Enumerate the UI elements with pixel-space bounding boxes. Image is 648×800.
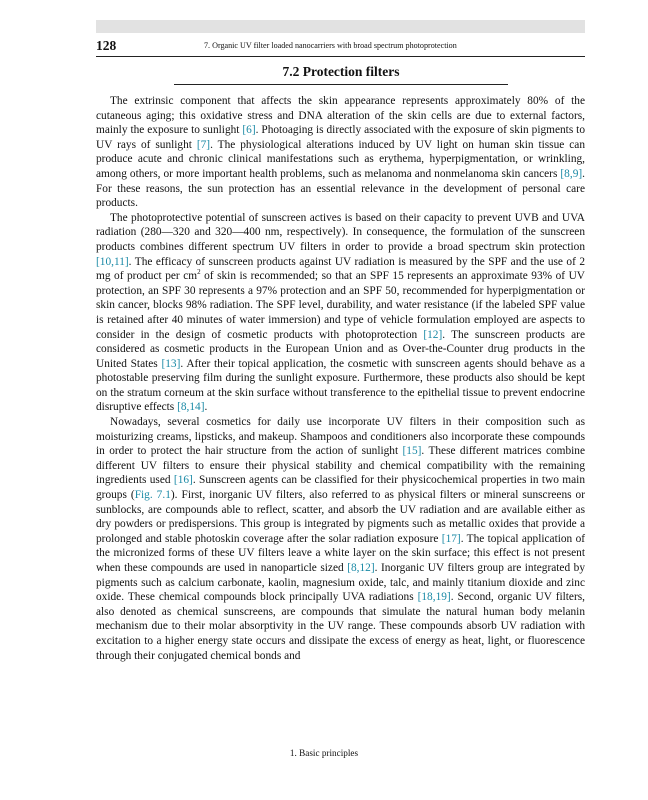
superscript: 2 bbox=[197, 268, 201, 277]
header-band bbox=[96, 20, 585, 33]
header-rule bbox=[96, 56, 585, 57]
text-run: . The sunscreen products are considered as cosmetic products in the European Union and as Over-the-Counter drug products in the United States bbox=[96, 328, 585, 370]
citation-link[interactable]: [10,11] bbox=[96, 255, 129, 268]
citation-link[interactable]: [17] bbox=[441, 532, 461, 545]
text-run: Nowadays, several cosmetics for daily use incorporate UV filters in their composition such as moisturizing creams, lipsticks, and makeup. Shampoos and conditioners also incorporate these compounds in order to protect the hair structure from the action of sunlight bbox=[96, 416, 585, 458]
text-run: . The physiological alterations induced by UV light on human skin tissue can produce acute and chronic clinical manifestations such as erythema, hyperpigmentation, or wrinkling, among others, or more important health problems, such as melanoma and nonmelanoma skin cancers bbox=[96, 138, 585, 180]
text-run: . Sunscreen agents can be classified for their physicochemical properties in two main groups ( bbox=[96, 474, 585, 502]
citation-link[interactable]: [13] bbox=[161, 357, 181, 370]
citation-link[interactable]: [8,12] bbox=[347, 562, 375, 574]
paragraph bbox=[96, 211, 585, 415]
citation-link[interactable]: [8,14] bbox=[177, 401, 205, 414]
text-run: . Second, organic UV filters, also denoted as chemical sunscreens, are compounds that simulate the natural human body melanin mechanism due to their molar absorptivity in the UV range. These compounds absorb UV radiation with excitation to a higher energy state occurs and dissipate the excess of energy as heat, light, or fluorescence through their conjugated chemical bonds and bbox=[96, 591, 585, 662]
body-text bbox=[96, 94, 585, 663]
citation-link[interactable]: [8,9] bbox=[560, 167, 583, 180]
section-title: 7.2 Protection filters bbox=[282, 64, 400, 79]
text-run: . The efficacy of sunscreen products against UV radiation is measured by the SPF and the use of 2 mg of product per cm bbox=[96, 255, 585, 283]
text-run: ). First, inorganic UV filters, also referred to as physical filters or mineral sunscreens or sunblocks, are compounds able to reflect, scatter, and absorb the UV radiation and are available either as dry powders or predispersions. This group is integrated by pigments such as metallic oxides that provide a prolonged and stable photoskin coverage after the solar radiation exposure bbox=[96, 489, 586, 545]
citation-link[interactable]: Fig. 7.1 bbox=[134, 489, 171, 502]
text-run: The photoprotective potential of sunscreen actives is based on their capacity to prevent UVB and UVA radiation (280—320 and 320—400 nm, respectively). In consequence, the formulation of the sunscreen products combines different spectrum UV filters in order to provide a broad spectrum skin protection bbox=[96, 211, 585, 253]
text-run: . After their topical application, the cosmetic with sunscreen agents should behave as a photostable preserving film during the sunlight exposure. Furthermore, these products also should be kept on the stratum corneum at the skin surface without transference to the epithelial tissue to prevent endocrine disruptive effects bbox=[96, 357, 585, 414]
text-run: . Inorganic UV filters group are integrated by pigments such as calcium carbonate, kaolin, magnesium oxide, talc, and mainly titanium dioxide and zinc oxide. These chemical compounds block principally UVA radiations bbox=[96, 562, 585, 604]
text-run: . These different matrices combine different UV filters to ensure their physical stability and chemical compatibility with the remaining ingredients used bbox=[96, 445, 586, 487]
citation-link[interactable]: [15] bbox=[402, 445, 422, 458]
page-header bbox=[96, 38, 585, 54]
text-run: . bbox=[204, 401, 208, 414]
citation-link[interactable]: [18,19] bbox=[417, 591, 451, 604]
citation-link[interactable]: [16] bbox=[173, 474, 193, 487]
page-number: 128 bbox=[96, 38, 117, 53]
text-run: of skin is recommended; so that an SPF 15 represents an approximate 93% of UV protection, an SPF 30 represents a 97% protection and an SPF 50, recommended for hyperpigmentation or skin cancer, blocks 98% radiation. The SPF level, durability, and water resistance (if the labeled SPF value is retained after 40 minutes of water immersion) and type of vehicle formulation employed are aspects to consider in the design of cosmetic products with photoprotection bbox=[96, 270, 585, 341]
citation-link[interactable]: [6] bbox=[242, 124, 256, 137]
paragraph bbox=[96, 415, 585, 663]
citation-link[interactable]: [7] bbox=[196, 138, 211, 151]
text-run: The extrinsic component that affects the skin appearance represents approximately 80% of the cutaneous aging; this oxidative stress and DNA alteration of the skin cells are due to external factors, mainly the exposure to sunlight bbox=[96, 95, 585, 137]
page-footer: 1. Basic principles bbox=[289, 748, 359, 758]
text-run: . The topical application of the micronized forms of these UV filters leave a white layer on the skin surface; this effect is not present when these compounds are used in nanoparticle sized bbox=[96, 532, 586, 574]
citation-link[interactable]: [12] bbox=[423, 328, 443, 341]
text-run: . For these reasons, the sun protection has an essential relevance in the development of personal care products. bbox=[96, 167, 585, 210]
text-run: . Photoaging is directly associated with the exposure of skin pigments to UV rays of sunlight bbox=[96, 124, 585, 151]
paragraph bbox=[96, 94, 585, 211]
section-rule bbox=[174, 84, 508, 85]
running-head: 7. Organic UV filter loaded nanocarriers with broad spectrum photoprotection bbox=[204, 41, 457, 50]
